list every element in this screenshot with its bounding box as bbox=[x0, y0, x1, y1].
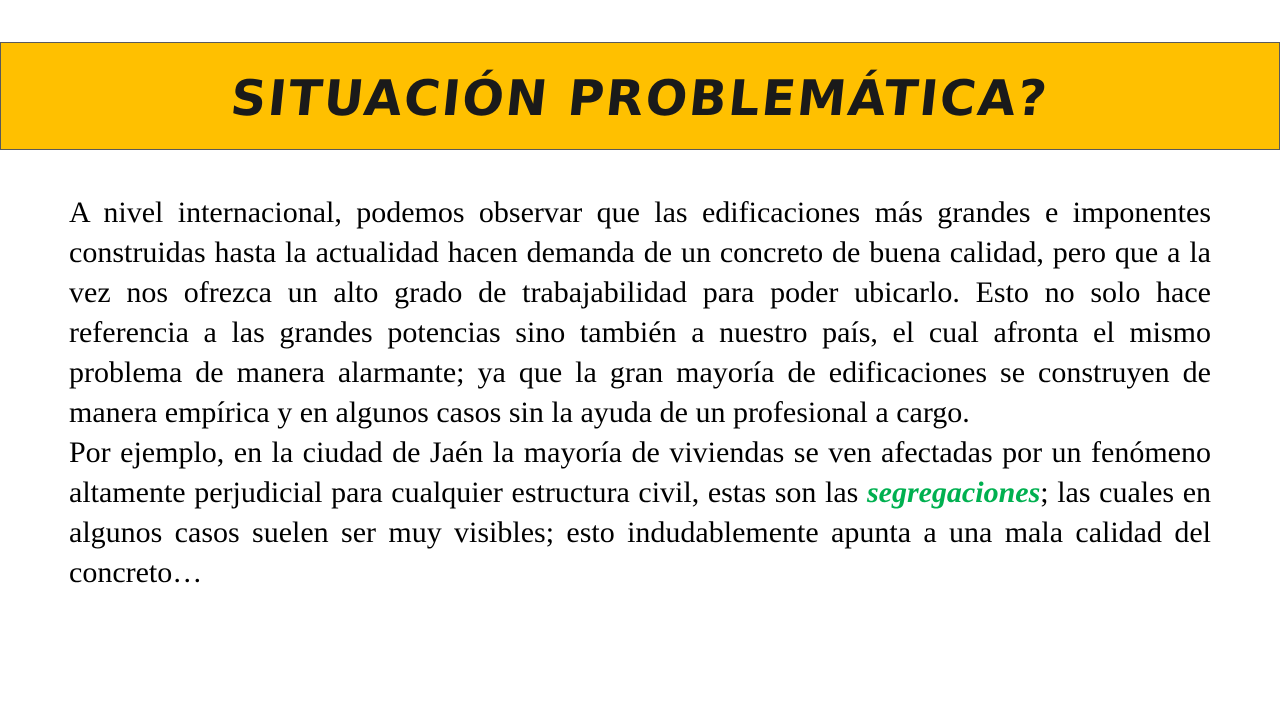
body-text bbox=[69, 193, 1211, 593]
paragraph-2-intro: Por ejemplo, en la ciudad de Jaén la mayoría de viviendas se ven afectadas por un fenómeno altamente perjudicial para cualquier estructura civil, estas son las bbox=[69, 436, 1211, 509]
highlighted-term: segregaciones bbox=[866, 476, 1041, 509]
paragraph-2-rest: ; las cuales en algunos casos suelen ser muy visibles; esto indudablemente apunta a una mala calidad del concreto… bbox=[69, 476, 1212, 589]
title-banner bbox=[0, 42, 1280, 150]
paragraph-1: A nivel internacional, podemos observar que las edificaciones más grandes e imponentes construidas hasta la actualidad hacen demanda de un concreto de buena calidad, pero que a la vez nos ofrezca un alto grado de trabajabilidad para poder ubicarlo. Esto no solo hace referencia a las grandes potencias sino también a nuestro país, el cual afronta el mismo problema de manera alarmante; ya que la gran mayoría de edificaciones se construyen de manera empírica y en algunos casos sin la ayuda de un profesional a cargo. bbox=[69, 196, 1211, 429]
slide-title: SITUACIÓN PROBLEMÁTICA? bbox=[228, 69, 1052, 127]
paragraph-2 bbox=[69, 433, 1211, 593]
